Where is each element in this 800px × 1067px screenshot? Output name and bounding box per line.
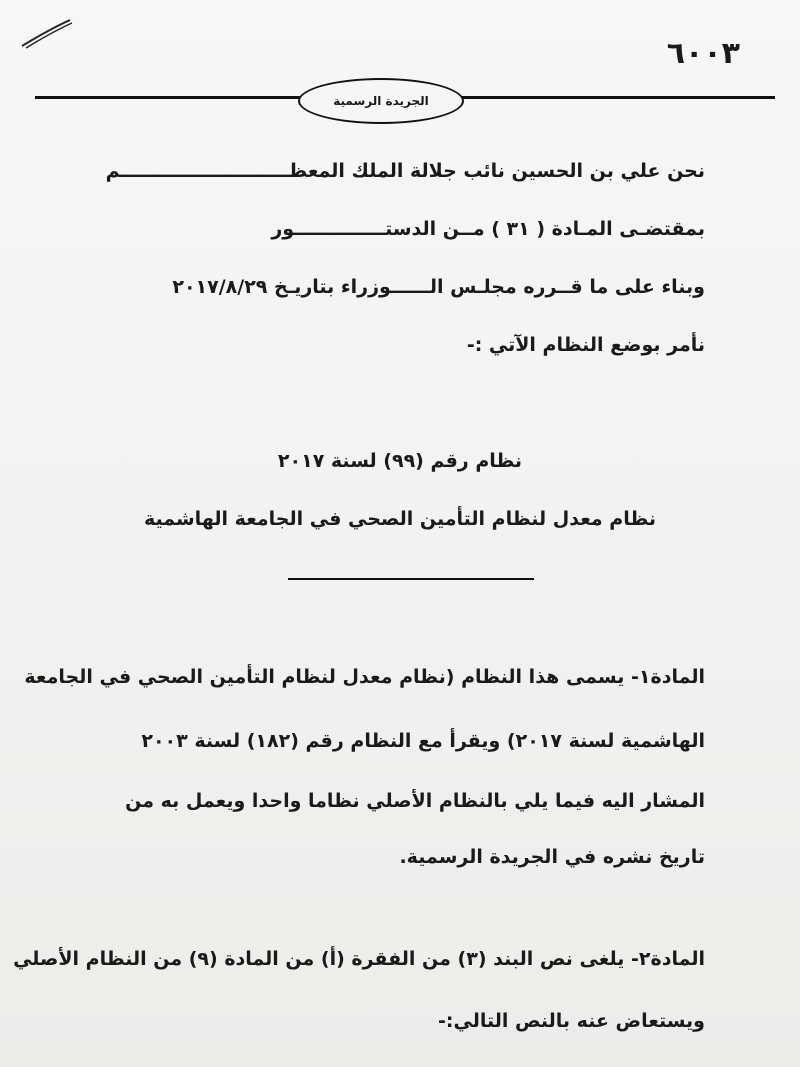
regulation-name-title: نظام معدل لنظام التأمين الصحي في الجامعة الهاشمية <box>143 508 657 530</box>
title-divider <box>288 578 534 580</box>
preamble-line-3: وبناء على ما قــرره مجلـس الــــــوزراء بتاريـخ ٢٠١٧/٨/٢٩ <box>172 276 705 298</box>
article-1-line-4: تاريخ نشره في الجريدة الرسمية. <box>399 846 705 868</box>
article-1-line-2: الهاشمية لسنة ٢٠١٧) ويقرأ مع النظام رقم (١٨٢) لسنة ٢٠٠٣ <box>141 730 705 752</box>
page-number: ٦٠٠٣ <box>666 36 740 71</box>
article-2-line-2: ويستعاض عنه بالنص التالي:- <box>437 1010 705 1032</box>
article-2-line-1: المادة٢- يلغى نص البند (٣) من الفقرة (أ) من المادة (٩) من النظام الأصلي <box>13 948 705 970</box>
article-1-line-3: المشار اليه فيما يلي بالنظام الأصلي نظاما واحدا ويعمل به من <box>125 790 705 812</box>
handwritten-mark <box>18 12 76 52</box>
gazette-label: الجريدة الرسمية <box>298 78 464 124</box>
article-1-line-1: المادة١- يسمى هذا النظام (نظام معدل لنظام التأمين الصحي في الجامعة <box>24 666 705 688</box>
preamble-line-2: بمقتضـى المـادة ( ٣١ ) مــن الدستــــــــــــــور <box>271 218 705 240</box>
regulation-number-title: نظام رقم (٩٩) لسنة ٢٠١٧ <box>277 450 523 472</box>
preamble-line-4: نأمر بوضع النظام الآتي :- <box>466 334 705 356</box>
preamble-line-1: نحن علي بن الحسين نائب جلالة الملك المعظــــــــــــــــــــــــــم <box>105 160 705 182</box>
